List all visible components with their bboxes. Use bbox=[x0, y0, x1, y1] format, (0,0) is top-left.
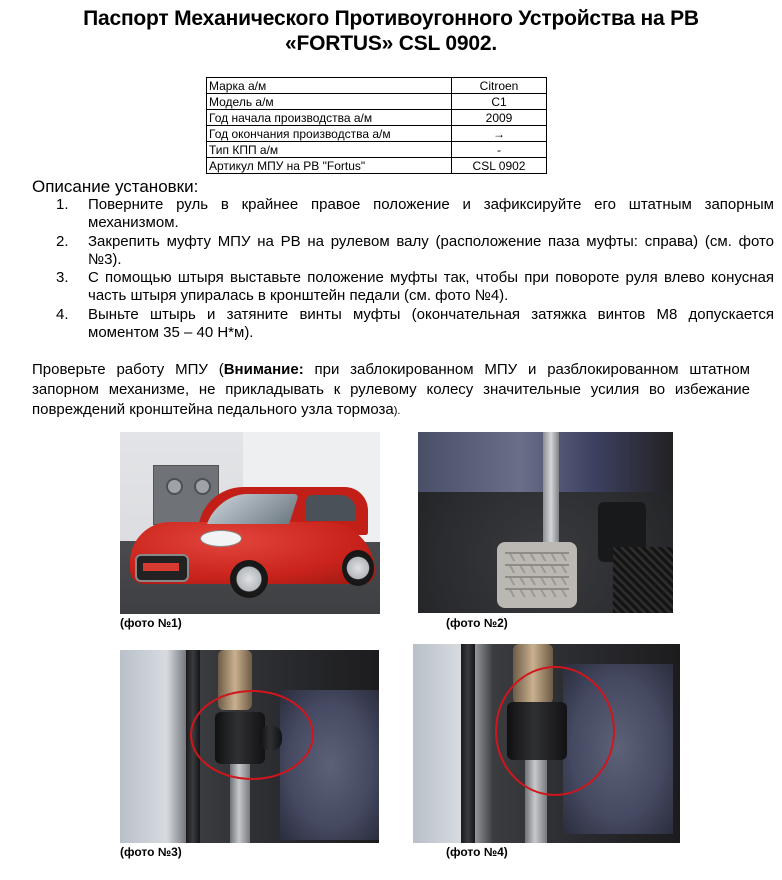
pedal-photo bbox=[418, 432, 673, 613]
row-value: C1 bbox=[452, 94, 547, 110]
car-wheel bbox=[230, 560, 268, 598]
highlight-circle bbox=[190, 690, 314, 780]
table-row bbox=[207, 78, 547, 94]
photo-caption-3: (фото №3) bbox=[120, 845, 182, 859]
check-body: при заблокированном МПУ и разблокированном штатном запорном механизме, не прикладывать к рулевому колесу значительные усилия во избежание повреждений кронштейна педального узла тормоза bbox=[32, 361, 750, 418]
row-label: Артикул МПУ на РВ "Fortus" bbox=[207, 158, 452, 174]
photo-caption-4: (фото №4) bbox=[446, 845, 508, 859]
row-value: 2009 bbox=[452, 110, 547, 126]
document-title bbox=[0, 6, 782, 56]
list-item bbox=[56, 306, 774, 343]
car-side-window bbox=[306, 495, 356, 521]
highlight-circle bbox=[495, 666, 615, 796]
step-text: Выньте штырь и затяните винты муфты (окончательная затяжка винтов М8 допускается моментом 35 – 40 Н*м). bbox=[88, 305, 774, 342]
row-value: Citroen bbox=[452, 78, 547, 94]
row-label: Тип КПП а/м bbox=[207, 142, 452, 158]
row-value: - bbox=[452, 142, 547, 158]
installation-heading: Описание установки: bbox=[32, 177, 199, 196]
table-row bbox=[207, 158, 547, 174]
step-number: 2. bbox=[56, 232, 69, 250]
rubber-boot bbox=[613, 547, 673, 613]
check-paragraph bbox=[32, 360, 750, 421]
coupling-photo-4 bbox=[413, 644, 680, 843]
pedal-pad bbox=[497, 542, 577, 608]
pedal-arm bbox=[543, 432, 559, 542]
brand-plate bbox=[143, 563, 179, 571]
table-row bbox=[207, 94, 547, 110]
installation-steps bbox=[32, 196, 774, 342]
row-label: Год начала производства а/м bbox=[207, 110, 452, 126]
step-text: С помощью штыря выставьте положение муфты так, чтобы при повороте руля влево конусная часть штыря упиралась в кронштейн педали (см. фото №4). bbox=[88, 269, 774, 305]
car-wheel bbox=[342, 550, 374, 586]
coupling-photo-3 bbox=[120, 650, 379, 843]
step-number: 3. bbox=[56, 269, 69, 287]
row-label: Марка а/м bbox=[207, 78, 452, 94]
table-row bbox=[207, 126, 547, 142]
row-label: Модель а/м bbox=[207, 94, 452, 110]
step-text: Закрепить муфту МПУ на РВ на рулевом валу (расположение паза муфты: справа) (см. фото №3). bbox=[88, 232, 774, 268]
row-label: Год окончания производства а/м bbox=[207, 126, 452, 142]
table-row bbox=[207, 142, 547, 158]
check-tail: ). bbox=[393, 405, 401, 417]
photo-caption-2: (фото №2) bbox=[446, 616, 508, 630]
vehicle-spec-table bbox=[206, 77, 547, 174]
table-row bbox=[207, 110, 547, 126]
list-item bbox=[56, 196, 774, 233]
list-item bbox=[56, 269, 774, 306]
title-line-2: «FORTUS» CSL 0902. bbox=[285, 32, 497, 55]
photo-caption-1: (фото №1) bbox=[120, 616, 182, 630]
list-item bbox=[56, 233, 774, 270]
car-grille bbox=[135, 554, 189, 582]
row-value: CSL 0902 bbox=[452, 158, 547, 174]
car-photo bbox=[120, 432, 380, 614]
step-text: Поверните руль в крайнее правое положение и зафиксируйте его штатным запорным механизмом. bbox=[88, 196, 774, 232]
check-lead: Проверьте работу МПУ ( bbox=[32, 361, 224, 378]
row-value: → bbox=[452, 126, 547, 142]
step-number: 4. bbox=[56, 305, 69, 323]
warning-label: Внимание: bbox=[223, 361, 304, 378]
title-line-1: Паспорт Механического Противоугонного Устройства на РВ bbox=[83, 7, 699, 30]
car-headlight bbox=[200, 530, 242, 547]
step-number: 1. bbox=[56, 196, 69, 213]
pedal-bracket-bar bbox=[461, 644, 475, 843]
